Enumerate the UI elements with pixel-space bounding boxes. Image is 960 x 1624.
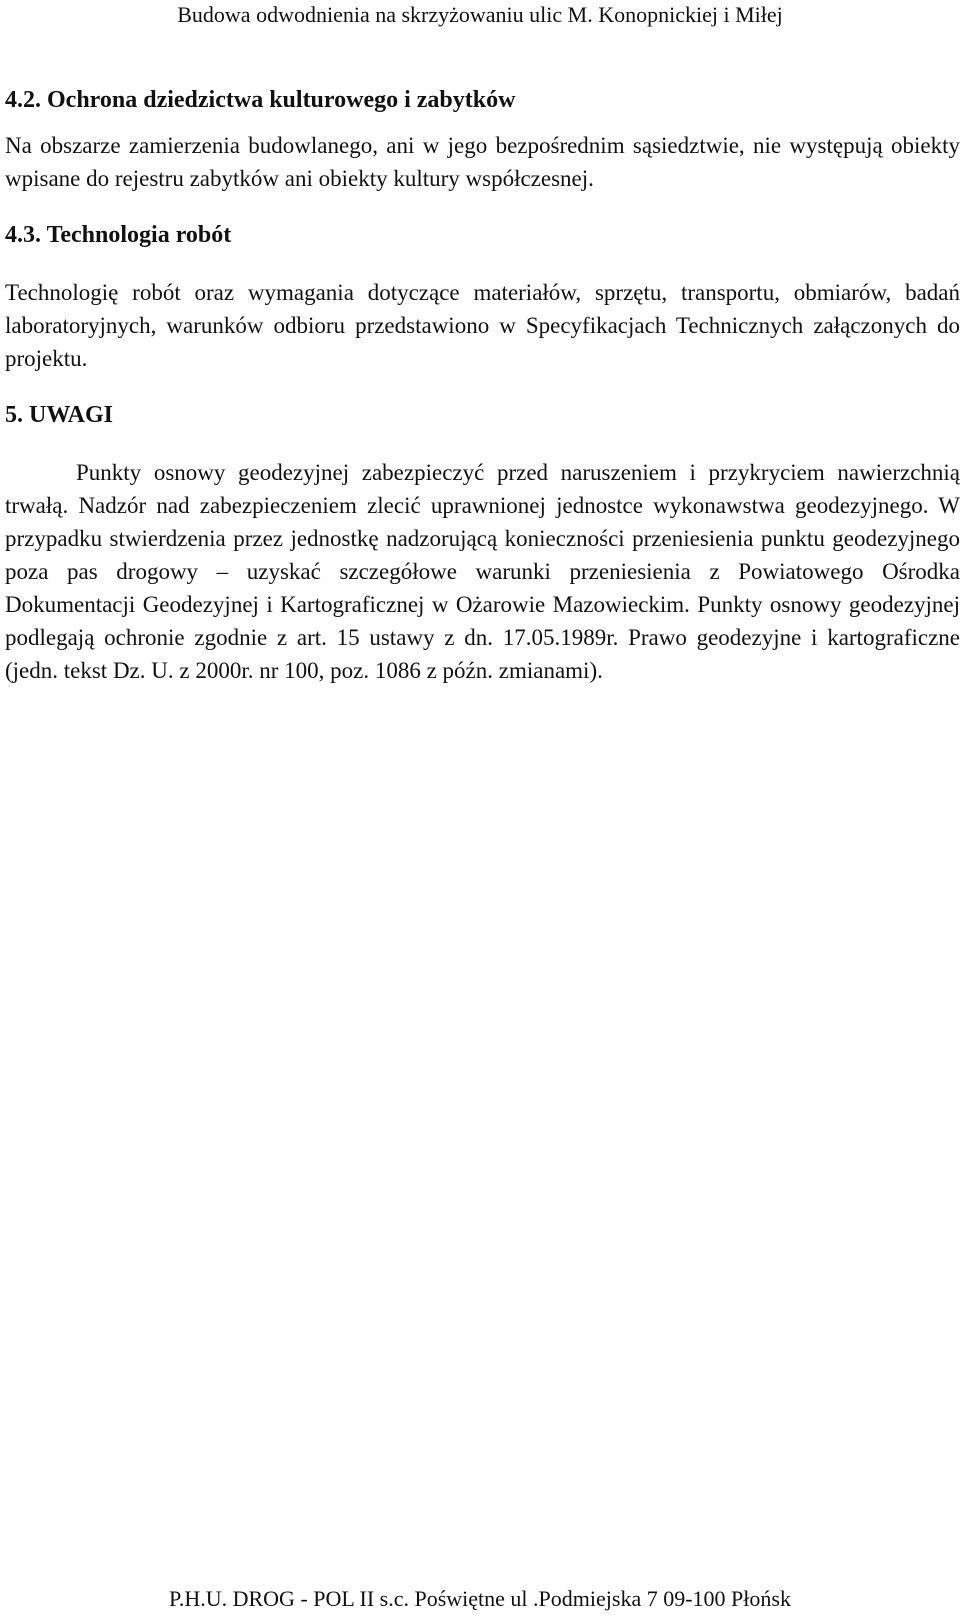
page-footer — [0, 1584, 960, 1624]
section-5-text: Punkty osnowy geodezyjnej zabezpieczyć przed naruszeniem i przykryciem nawierzchnią trwałą. Nadzór nad zabezpieczeniem zlecić uprawnionej jednostce wykonawstwa geodezyjnego. W przypadku stwierdzenia przez jednostkę nadzorującą konieczności przeniesienia punktu geodezyjnego poza pas drogowy – uzyskać szczegółowe warunki przeniesienia z Powiatowego Ośrodka Dokumentacji Geodezyjnej i Kartograficznej w Ożarowie Mazowieckim. Punkty osnowy geodezyjnej podlegają ochronie zgodnie z art. 15 ustawy z dn. 17.05.1989r. Prawo geodezyjne i kartograficzne (jedn. tekst Dz. U. z 2000r. nr 100, poz. 1086 z późn. zmianami). — [5, 460, 960, 683]
header-title: Budowa odwodnienia na skrzyżowaniu ulic M. Konopnickiej i Miłej — [177, 2, 783, 27]
page-header — [0, 0, 960, 34]
footer-text: P.H.U. DROG - POL II s.c. Poświętne ul .Podmiejska 7 09-100 Płońsk — [169, 1586, 791, 1611]
section-4-3-text: Technologię robót oraz wymagania dotyczące materiałów, sprzętu, transportu, obmiarów, badań laboratoryjnych, warunków odbioru przedstawiono w Specyfikacjach Technicznych załączonych do projektu. — [5, 280, 960, 371]
section-5-heading: 5. UWAGI — [5, 402, 114, 428]
document-body — [5, 84, 960, 687]
section-4-2-heading: 4.2. Ochrona dziedzictwa kulturowego i zabytków — [5, 87, 516, 113]
section-4-3-heading: 4.3. Technologia robót — [5, 222, 232, 248]
section-4-2-text: Na obszarze zamierzenia budowlanego, ani w jego bezpośrednim sąsiedztwie, nie występują obiekty wpisane do rejestru zabytków ani obiekty kultury współczesnej. — [5, 133, 960, 191]
